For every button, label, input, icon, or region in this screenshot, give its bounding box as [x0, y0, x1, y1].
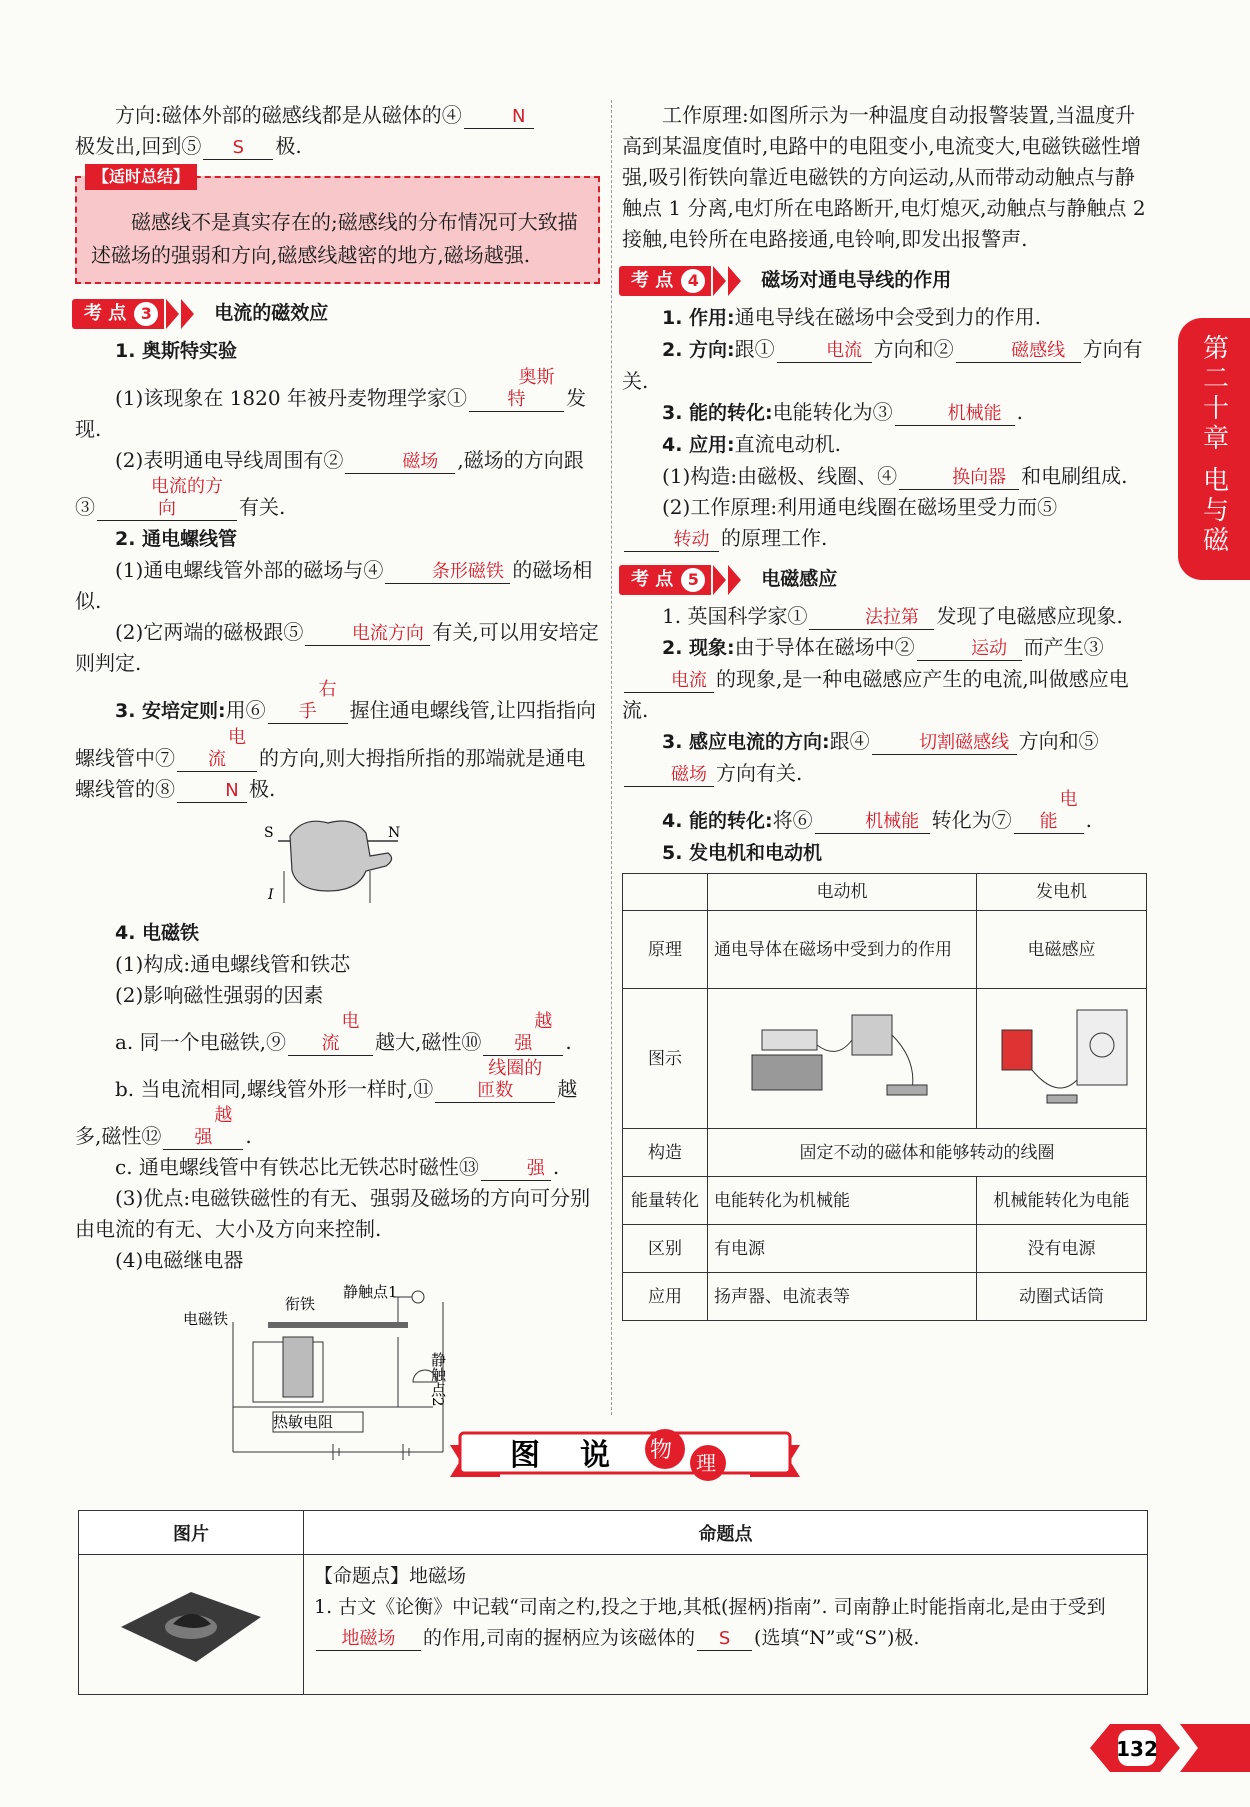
answer-blank: 磁场	[624, 764, 714, 787]
answer-blank: 运动	[917, 638, 1022, 661]
answer-blank: 电流的方向	[97, 476, 237, 521]
kaodian-number: 3	[134, 302, 158, 326]
kaodian-4-header: 考 点 4 磁场对通电导线的作用	[619, 265, 1147, 296]
page-number-badge	[1090, 1720, 1250, 1776]
answer-blank: 越强	[163, 1105, 243, 1150]
svg-text:N: N	[387, 825, 400, 841]
arrow-icon	[728, 565, 741, 595]
answer-blank: S	[697, 1628, 752, 1651]
topic-title: 【命题点】地磁场	[314, 1565, 467, 1587]
answer-blank: 磁场	[345, 451, 455, 474]
switch-icon	[1047, 1095, 1077, 1103]
generator-diagram	[987, 1000, 1137, 1110]
summary-text: 磁感线不是真实存在的;磁感线的分布情况可大致描述磁场的强弱和方向,磁感线越密的地方,磁场越强.	[91, 210, 578, 267]
subheading: 5. 发电机和电动机	[662, 842, 823, 864]
svg-text:衔铁: 衔铁	[284, 1295, 315, 1313]
subheading: 1. 奥斯特实验	[115, 340, 238, 362]
summary-box	[75, 167, 600, 284]
chapter-side-tab: 第二十章 电与磁	[1178, 318, 1250, 580]
kaodian-title: 电磁感应	[761, 568, 838, 590]
svg-text:物: 物	[650, 1438, 673, 1463]
subheading: 4. 电磁铁	[115, 922, 200, 944]
svg-text:热敏电阻: 热敏电阻	[272, 1413, 333, 1431]
answer-blank: 强	[481, 1158, 551, 1181]
image-topic-table: 图片 命题点 【命题点】地磁场 1. 古文《论衡》中记载“司南之杓,投之于地,其柢(握柄)指南”. 司南静止时能指南北,是由于受到地磁场 的作用,司南的握柄应为该磁体的 S (选填“N”或“S”)极.	[78, 1510, 1148, 1695]
ammeter-icon	[1077, 1010, 1127, 1085]
summary-tag: 【适时总结】	[85, 164, 197, 190]
arrow-icon	[713, 266, 726, 296]
arrow-icon	[166, 299, 179, 329]
subheading: 2. 通电螺线管	[115, 528, 238, 550]
svg-text:电磁铁: 电磁铁	[182, 1310, 228, 1328]
kaodian-number: 5	[681, 568, 705, 592]
right-column: 工作原理:如图所示为一种温度自动报警装置,当温度升高到某温度值时,电路中的电阻变小,电流变大,电磁铁磁性增强,吸引衔铁向靠近电磁铁的方向运动,从而带动动触点与静触点 1 分离,电灯所在电路断开,电灯熄灭,动触点与静触点 2 接触,电铃所在电路接通,电铃响,即发出报警声. 考 点 4 磁场对通电导线的作用 1. 作用:通电导线在磁场中会受到力的作用. 2. 方向:跟① 电流 方向和② 磁感线 方向有关. 3. 能的转化:电能转化为③ 机械能 . 4. 应用:直流电动机. (1)构造:由磁极、线圈、④ 换向器 和电刷组成. (2)工作原理:利用通电线圈在磁场里受力而⑤转动 的原理工作. 考 点 5 电磁感应 1. 英国科学家① 法拉第 发现了电磁感应现象. 2. 现象:由于导体在磁场中② 运动 而产生③电流 的现象,是一种电磁感应产生的电流,叫做感应电流. 3. 感应电流的方向:跟④ 切割磁感线 方向和⑤磁场 方向有关. 4. 能的转化:将⑥ 机械能 转化为⑦电能 . 5. 发电机和电动机 电动机 发电机 原理 通电导体在磁场中受到力的作用 电磁感应 图示 构造 固定不动的磁体和能够转动的线圈 能量转化 电能转化为机械能 机械能转化为电能 区别 有电源 没有电源 应用 扬声器、电流表等 动圈式话筒	[622, 100, 1147, 1321]
answer-blank: 法拉第	[809, 607, 934, 630]
sinan-compass-image	[111, 1572, 271, 1672]
answer-blank: 磁感线	[956, 340, 1081, 363]
motor-diagram	[742, 1000, 942, 1110]
answer-blank: S	[203, 137, 273, 160]
question-1: 1. 古文《论衡》中记载“司南之杓,投之于地,其柢(握柄)指南”. 司南静止时能指南北,是由于受到地磁场 的作用,司南的握柄应为该磁体的 S (选填“N”或“S”)极.	[314, 1596, 1106, 1649]
answer-blank: 换向器	[899, 467, 1019, 490]
arrow-icon	[713, 565, 726, 595]
motor-generator-table: 电动机 发电机 原理 通电导体在磁场中受到力的作用 电磁感应 图示 构造 固定不动的磁体和能够转动的线圈 能量转化 电能转化为机械能 机械能转化为电能 区别 有电源 没有电源 应用 扬声器、电流表等 动圈式话筒	[622, 873, 1147, 1321]
answer-blank: 条形磁铁	[385, 561, 510, 584]
relay-principle: 工作原理:如图所示为一种温度自动报警装置,当温度升高到某温度值时,电路中的电阻变小,电流变大,电磁铁磁性增强,吸引衔铁向靠近电磁铁的方向运动,从而带动动触点与静触点 1 分离,电灯所在电路断开,电灯熄灭,动触点与静触点 2 接触,电铃所在电路接通,电铃响,即发出报警声.	[622, 103, 1146, 251]
svg-text:静触点2: 静触点2	[428, 1352, 447, 1407]
switch-icon	[887, 1085, 927, 1095]
answer-blank: 机械能	[815, 811, 930, 834]
left-column: 方向:磁体外部的磁感线都是从磁体的④ N 极发出,回到⑤ S 极. 【适时总结】 磁感线不是真实存在的;磁感线的分布情况可大致描述磁场的强弱和方向,磁感线越密的地方,磁场越强. 考 点 3 电流的磁效应 1. 奥斯特实验 (1)该现象在 1820 年被丹麦物理学家①奥斯特 发现. (2)表明通电导线周围有② 磁场 ,磁场的方向跟③电流的方向 有关. 2. 通电螺线管 (1)通电螺线管外部的磁场与④ 条形磁铁 的磁场相似. (2)它两端的磁极跟⑤ 电流方向 有关,可以用安培定则判定. 3. 安培定则:用⑥右手 握住通电螺线管,让四指指向螺线管中⑦电流 的方向,则大拇指所指的那端就是通电螺线管的⑧ N 极. S N I 4. 电磁铁 (1)构成:通电螺线管和铁芯 (2)影响磁性强弱的因素 a. 同一个电磁铁,⑨电流 越大,磁性⑩越强 . b. 当电流相同,螺线管外形一样时,⑪线圈的匝数 越多,磁性⑫越强 . c. 通电螺线管中有铁芯比无铁芯时磁性⑬ 强 . (3)优点:电磁铁磁性的有无、强弱及磁场的方向可分别由电流的有无、大小及方向来控制. (4)电磁继电器 电磁铁 衔铁 静触点1 静触点2 热敏电阻	[75, 100, 600, 1473]
kaodian-number: 4	[681, 269, 705, 293]
right-hand-rule-figure	[258, 811, 418, 911]
answer-blank: 右手	[268, 679, 348, 724]
answer-blank: N	[177, 780, 247, 803]
answer-blank: N	[464, 106, 534, 129]
direction-line-2: 极发出,回到⑤ S 极.	[75, 134, 302, 158]
svg-text:132: 132	[1116, 1737, 1158, 1761]
answer-blank: 越强	[483, 1011, 563, 1056]
answer-blank: 线圈的匝数	[435, 1058, 555, 1103]
svg-text:理: 理	[696, 1451, 716, 1475]
kaodian-title: 磁场对通电导线的作用	[761, 269, 952, 291]
svg-text:图: 图	[510, 1438, 540, 1473]
answer-blank: 电能	[1014, 789, 1084, 834]
answer-blank: 奥斯特	[469, 367, 564, 412]
answer-blank: 电流方向	[305, 623, 430, 646]
direction-line: 方向:磁体外部的磁感线都是从磁体的④ N	[75, 100, 600, 131]
arrow-icon	[728, 266, 741, 296]
section-banner	[440, 1425, 810, 1485]
battery-icon	[852, 1015, 892, 1055]
arrow-icon	[181, 299, 194, 329]
answer-blank: 机械能	[895, 403, 1015, 426]
answer-blank: 电流	[177, 727, 257, 772]
lamp-icon	[412, 1291, 424, 1303]
svg-text:S: S	[263, 825, 274, 841]
kaodian-5-header: 考 点 5 电磁感应	[619, 564, 1147, 595]
kaodian-title: 电流的磁效应	[214, 302, 329, 324]
kaodian-3-header: 考 点 3 电流的磁效应	[72, 298, 600, 329]
answer-blank: 电流	[777, 340, 872, 363]
answer-blank: 切割磁感线	[872, 732, 1017, 755]
svg-text:说: 说	[580, 1438, 610, 1473]
svg-text:静触点1: 静触点1	[342, 1283, 398, 1301]
answer-blank: 电流	[288, 1011, 373, 1056]
svg-text:I: I	[267, 887, 274, 903]
answer-blank: 转动	[624, 529, 719, 552]
column-divider	[611, 100, 612, 1415]
answer-blank: 电流	[624, 670, 714, 693]
answer-blank: 地磁场	[316, 1628, 421, 1651]
